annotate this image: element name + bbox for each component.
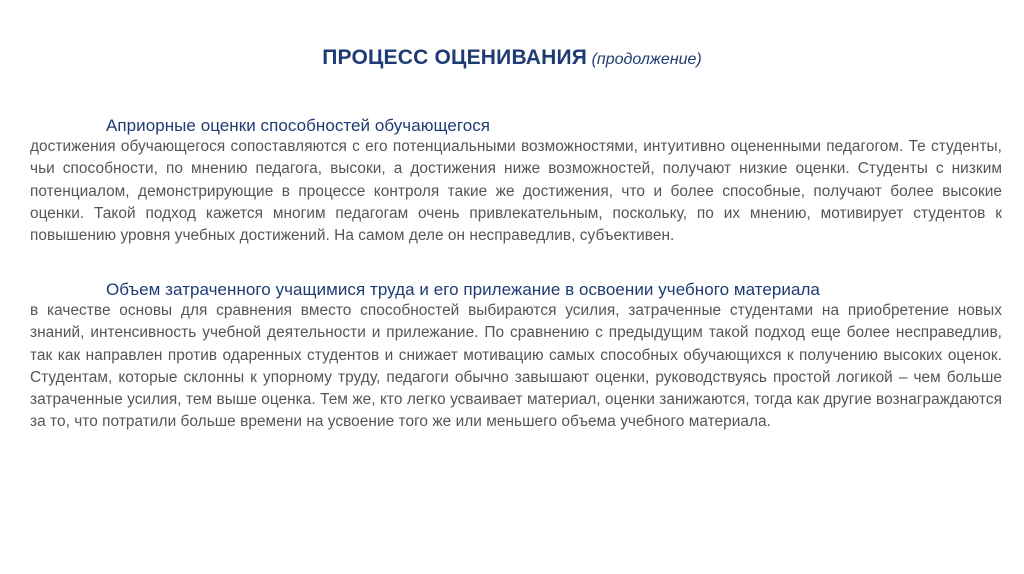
slide-title [0,46,1024,70]
section-a-priori-assessment [30,115,1002,247]
section-body [30,115,1002,247]
section-text: в качестве основы для сравнения вместо способностей выбираются усилия, затраченные студентами на приобретение новых знаний, интенсивность учебной деятельности и прилежание. По сравнению с предыдущим такой подход еще более несправедлив, так как направлен против одаренных студентов и снижает мотивацию самых способных обучающихся к получению высоких оценок. Студентам, которые склонны к упорному труду, педагоги обычно завышают оценки, руководствуясь простой логикой – чем больше затраченные усилия, тем выше оценка. Тем же, кто легко усваивает материал, оценки занижаются, тогда как другие вознаграждаются за то, что потратили больше времени на усвоение того же или меньшего объема учебного материала. [30,302,1002,431]
title-main: ПРОЦЕСС ОЦЕНИВАНИЯ [322,46,588,69]
title-subtitle: (продолжение) [591,51,702,68]
section-heading: Объем затраченного учащимися труда и его прилежание в освоении учебного материала [106,280,820,299]
section-body [30,279,1002,434]
section-text: достижения обучающегося сопоставляются с его потенциальными возможностями, интуитивно оцененными педагогом. Те студенты, чьи способности, по мнению педагога, высоки, а достижения ниже возможностей, получают низкие оценки. Студенты с низким потенциалом, демонстрирующие в процессе контроля такие же достижения, что и более способные, получают более высокие оценки. Такой подход кажется многим педагогам очень привлекательным, поскольку, по их мнению, мотивирует студентов к повышению уровня учебных достижений. На самом деле он несправедлив, субъективен. [30,138,1002,245]
section-effort-assessment [30,279,1002,434]
section-heading: Априорные оценки способностей обучающегося [106,116,491,135]
